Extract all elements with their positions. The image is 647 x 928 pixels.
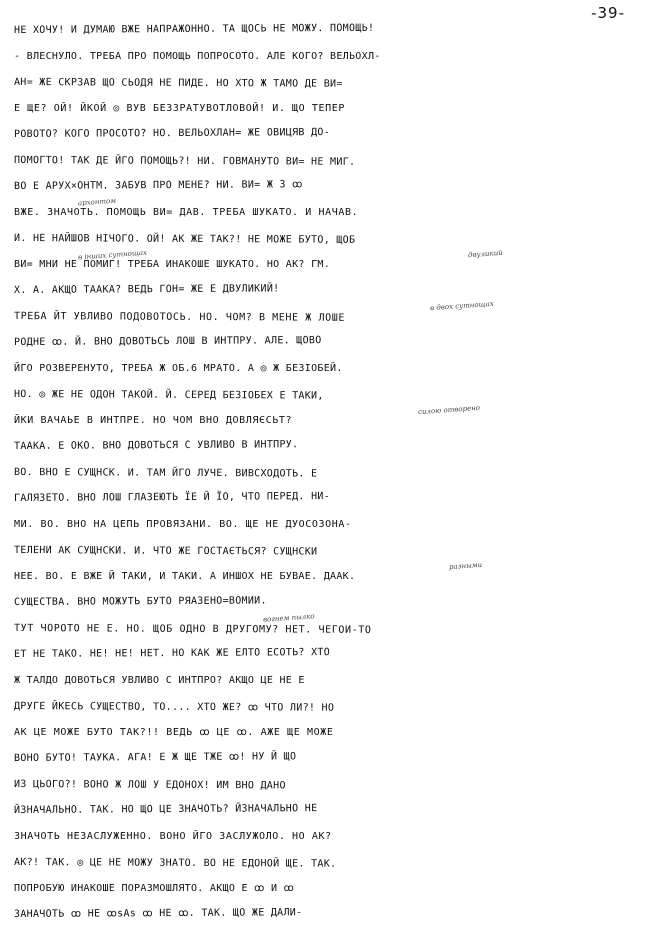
text-line: ВО. ВНО Е СУЩНСК. И. ТАМ ЙГО ЛУЧЕ. ВИВСХОДОТЬ. Е [13, 467, 318, 480]
margin-annotation: в двох сутнощах [429, 299, 494, 313]
text-line: ЙКИ ВАЧАЬЕ В ИНТПРЕ. НО ЧОМ ВНО ДОВЛЯЄСЬТ? [14, 415, 293, 426]
text-line: РОДНЕ ꝏ. Й. ВНО ДОВОТЬСЬ ЛОШ В ИНТПРУ. АЛЕ. ЩОВО [13, 335, 322, 348]
text-line: ТРЕБА ЙТ УВЛИВО ПОДОВОТОСЬ. НО. ЧОМ? В МЕНЕ Ж ЛОШЕ [13, 311, 346, 324]
manuscript-text [14, 18, 639, 928]
text-line: ПОМОГТО! ТАК ДЕ ЙГО ПОМОЩЬ?! НИ. ГОВМАНУТО ВИ= НЕ МИГ. [13, 155, 356, 168]
text-line: АК?! ТАК. ◎ ЦЕ НЕ МОЖУ ЗНАТО. ВО НЕ ЕДОНОЙ ЩЕ. ТАК. [13, 857, 337, 870]
text-line: АН= ЖЕ СКРЗАВ ЩО СЬОДЯ НЕ ПИДЕ. НО ХТО Ж ТАМО ДЕ ВИ= [13, 77, 343, 90]
margin-annotation: в інших сутнощах [77, 248, 148, 262]
text-line: ЙГО РОЗВЕРЕНУТО, ТРЕБА Ж ОБ.6 МРАТО. А ◎ Ж БЕЗІОБЕЙ. [14, 363, 343, 374]
text-line: АК ЦЕ МОЖЕ БУТО ТАК?!! ВЕДЬ ꝏ ЦЕ ꝏ. АЖЕ ЩЕ МОЖЕ [14, 727, 334, 738]
text-line: ЙЗНАЧАЛЬНО. ТАК. НО ЩО ЦЕ ЗНАЧОТЬ? ЙЗНАЧАЛЬНО НЕ [13, 803, 318, 816]
text-line: ЗАНАЧОТЬ ꝏ НЕ ꝏsAs ꝏ НЕ ꝏ. ТАК. ЩО ЖЕ ДАЛИ- [13, 907, 303, 920]
text-line: ДРУГЕ ЙКЕСЬ СУЩЕСТВО, ТО.... ХТО ЖЕ? ꝏ ЧТО ЛИ?! НО [13, 701, 335, 714]
margin-annotation: разными [448, 560, 483, 572]
text-line: ВЖЕ. ЗНАЧОТЬ. ПОМОЩЬ ВИ= ДАВ. ТРЕБА ШУКАТО. И НАЧАВ. [14, 207, 359, 218]
text-line: ГАЛЯЗЕТО. ВНО ЛОШ ГЛАЗЕЮТЬ ЇЕ Й ЇО, ЧТО ПЕРЕД. НИ- [13, 491, 331, 504]
text-line: РОВОТО? КОГО ПРОСОТО? НО. ВЕЛЬОХЛАН= ЖЕ ОВИЦЯВ ДО- [13, 127, 331, 140]
text-line: НЕЕ. ВО. Е ВЖЕ Й ТАКИ, И ТАКИ. А ИНШОХ НЕ БУВАЕ. ДААК. [14, 571, 356, 582]
text-line: ТУТ ЧОРОТО НЕ Е. НО. ЩОБ ОДНО В ДРУГОМУ? НЕТ. ЧЕГОИ-ТО [13, 623, 372, 636]
text-line: МИ. ВО. ВНО НА ЦЕПЬ ПРОВЯЗАНИ. ВО. ЩЕ НЕ ДУОСОЗОНА- [14, 519, 352, 530]
text-line: ТЕЛЕНИ АК СУЩНСКИ. И. ЧТО ЖЕ ГОСТАЄТЬСЯ? СУЩНСКИ [13, 545, 318, 558]
text-line: ИЗ ЦЬОГО?! ВОНО Ж ЛОШ У ЕДОНОХ! ИМ ВНО ДАНО [13, 779, 286, 792]
text-line: ВО Е АРУХ×ОНТМ. ЗАБУВ ПРО МЕНЕ? НИ. ВИ= Ж З ꝏ [13, 179, 303, 192]
text-line: ПОПРОБУЮ ИНАКОШЕ ПОРАЗМОШЛЯТО. АКЩО Е ꝏ И ꝏ [14, 883, 295, 894]
text-line: ТААКА. Е ОКО. ВНО ДОВОТЬСЯ С УВЛИВО В ИНТПРУ. [13, 439, 299, 452]
text-line: ВИ= МНИ НЕ ПОМИГ! ТРЕБА ИНАКОШЕ ШУКАТО. НО АК? ГМ. [14, 259, 331, 270]
page-number: -39- [591, 4, 625, 22]
text-line: ЗНАЧОТЬ НЕЗАСЛУЖЕННО. ВОНО ЙГО ЗАСЛУЖОЛО. НО АК? [14, 831, 332, 842]
text-line: И. НЕ НАЙШОВ НІЧОГО. ОЙ! АК ЖЕ ТАК?! НЕ МОЖЕ БУТО, ЩОБ [13, 233, 356, 246]
margin-annotation: силою отворено [417, 403, 481, 417]
text-line: НО. ◎ ЖЕ НЕ ОДОН ТАКОЙ. Й. СЕРЕД БЕЗІОБЕХ Е ТАКИ, [13, 389, 324, 402]
margin-annotation: архонтом [77, 196, 117, 208]
text-line: ЕТ НЕ ТАКО. НЕ! НЕ! НЕТ. НО КАК ЖЕ ЕЛТО ЕСОТЬ? ХТО [13, 647, 331, 660]
margin-annotation: двуликий [467, 248, 503, 260]
margin-annotation: вогнем пылко [262, 612, 315, 624]
text-line: Х. А. АКЩО ТААКА? ВЕДЬ ГОН= ЖЕ Е ДВУЛИКИЙ! [13, 283, 280, 296]
text-line: - ВЛЕСНУЛО. ТРЕБА ПРО ПОМОЩЬ ПОПРОСОТО. АЛЕ КОГО? ВЕЛЬОХЛ- [14, 51, 381, 62]
text-line: Ж ТАЛДО ДОВОТЬСЯ УВЛИВО С ИНТПРО? АКЩО ЦЕ НЕ Е [14, 675, 305, 686]
text-line: Е ЩЕ? ОЙ! ЙКОЙ ◎ ВУВ БЕЗЗРАТУВОТЛОВОЙ! И. ЩО ТЕПЕР [14, 103, 346, 114]
text-line: ВОНО БУТО! ТАУКА. АГА! Е Ж ЩЕ ТЖЕ ꝏ! НУ Й ЩО [13, 751, 297, 764]
text-line: СУЩЕСТВА. ВНО МОЖУТЬ БУТО РЯАЗЕНО=ВОМИИ. [13, 595, 267, 608]
text-line: НЕ ХОЧУ! И ДУМАЮ ВЖЕ НАПРАЖОННО. ТА ЩОСЬ НЕ МОЖУ. ПОМОЩЬ! [13, 22, 375, 36]
